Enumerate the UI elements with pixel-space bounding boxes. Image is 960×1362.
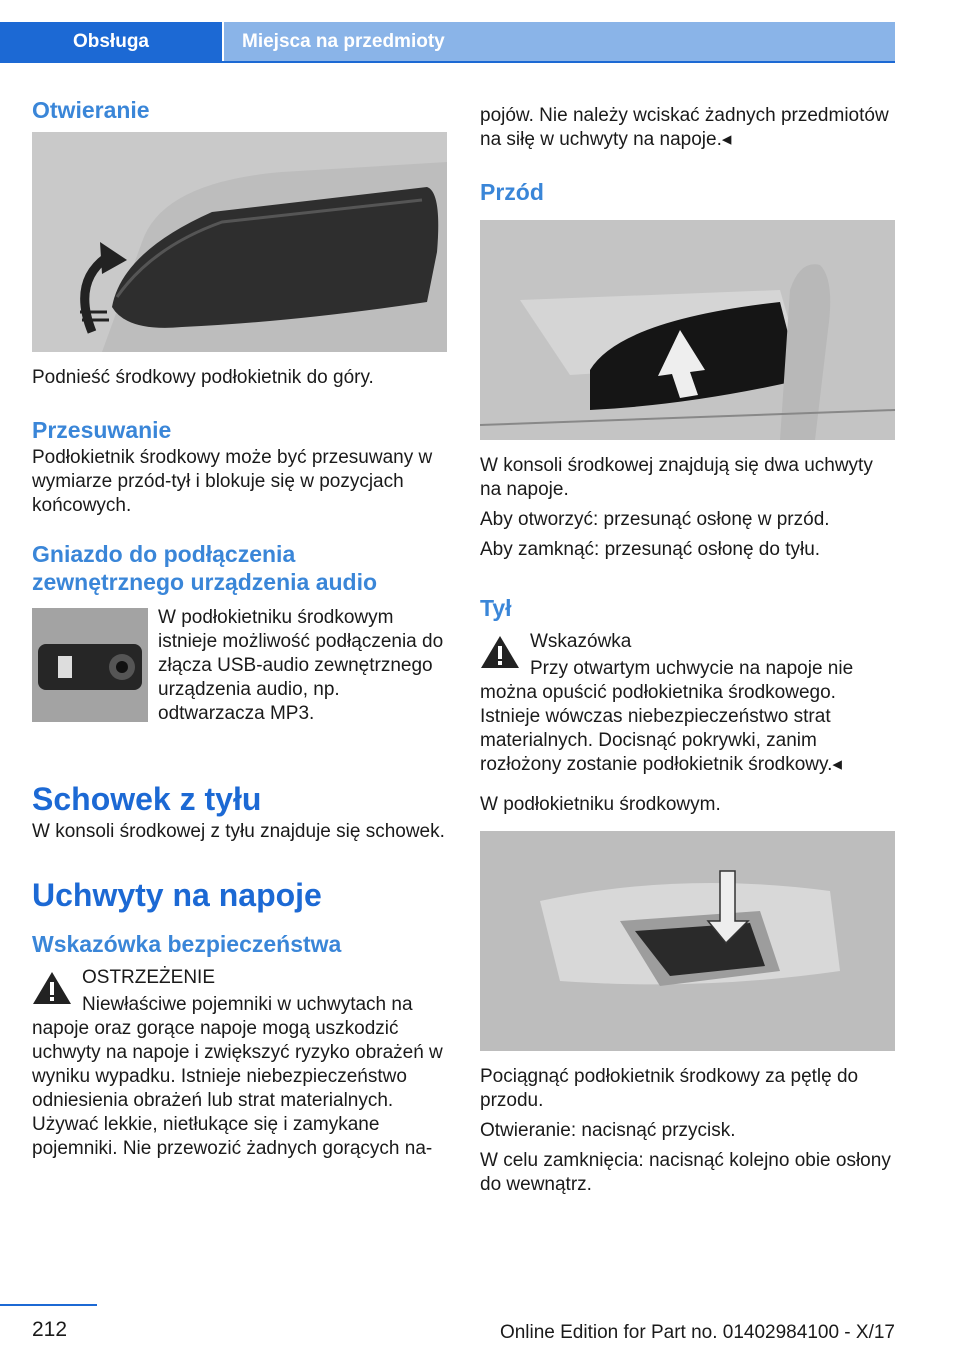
rear-cupholder-illustration bbox=[480, 831, 895, 1051]
warning-title: OSTRZEŻENIE bbox=[82, 967, 216, 988]
heading-otwieranie: Otwieranie bbox=[32, 97, 150, 123]
heading-tyl: Tył bbox=[480, 595, 512, 621]
left-column bbox=[32, 96, 447, 1161]
front-cupholder-illustration bbox=[480, 220, 895, 440]
header-tabs bbox=[0, 22, 895, 62]
heading-przod: Przód bbox=[480, 179, 544, 205]
armrest-open-image bbox=[32, 132, 447, 352]
heading-uchwyty: Uchwyty na napoje bbox=[32, 877, 322, 913]
text-zamknac: Aby zamknąć: przesunąć osłonę do tyłu. bbox=[480, 539, 821, 560]
header-divider bbox=[0, 61, 895, 63]
text-konsola: W konsoli środkowej znajdują się dwa uchwyty na napoje. bbox=[480, 455, 873, 500]
rear-cupholder-image bbox=[480, 831, 895, 1051]
page-number: 212 bbox=[32, 1318, 68, 1341]
tab-miejsca-na-przedmioty[interactable]: Miejsca na przedmioty bbox=[224, 22, 895, 62]
text-zamkniecie: W celu zamknięcia: nacisnąć kolejno obie osłony do wewnątrz. bbox=[480, 1150, 891, 1195]
note-title: Wskazówka bbox=[530, 631, 632, 652]
usb-port-illustration bbox=[32, 608, 148, 722]
armrest-illustration bbox=[32, 132, 447, 352]
heading-schowek: Schowek z tyłu bbox=[32, 781, 262, 817]
text-schowek: W konsoli środkowej z tyłu znajduje się schowek. bbox=[32, 821, 445, 842]
note-block bbox=[480, 630, 895, 777]
front-cupholder-image bbox=[480, 220, 895, 440]
text-otworzyc: Aby otworzyć: przesunąć osłonę w przód. bbox=[480, 509, 830, 530]
text-pociagnac: Pociągnąć podłokietnik środkowy za pętlę do przodu. bbox=[480, 1066, 859, 1111]
footer-divider bbox=[0, 1304, 97, 1306]
text-przesuwanie: Podłokietnik środkowy może być przesuwany w wymiarze przód-tył i blokuje się w pozycjach końcowych. bbox=[32, 447, 433, 516]
note-text-content: Przy otwartym uchwycie na napoje nie można opuścić podłokietnika środkowego. Istnieje wówczas niebezpieczeństwo strat materialnych. Docisnąć pokrywki, zanim rozłożony zostanie podłokietnik środkowy.◂ bbox=[480, 658, 854, 775]
warning-block bbox=[32, 966, 447, 1161]
right-column bbox=[480, 96, 895, 1197]
heading-przesuwanie: Przesuwanie bbox=[32, 417, 172, 443]
text-otwieranie-przycisk: Otwieranie: nacisnąć przycisk. bbox=[480, 1120, 736, 1141]
heading-wskazowka-bezpieczenstwa: Wskazówka bezpieczeństwa bbox=[32, 931, 342, 957]
footer-edition: Online Edition for Part no. 01402984100 - X/17 bbox=[499, 1322, 895, 1343]
text-continuation: pojów. Nie należy wciskać żadnych przedmiotów na siłę w uchwyty na napoje.◂ bbox=[480, 105, 889, 150]
text-podniesc: Podnieść środkowy podłokietnik do góry. bbox=[32, 367, 374, 388]
warning-icon bbox=[32, 970, 72, 1006]
text-gniazdo: W podłokietniku środkowym istnieje możliwość podłączenia do złącza USB-audio zewnętrznego urządzenia audio, np. odtwarzacza MP3. bbox=[158, 607, 444, 724]
usb-audio-image bbox=[32, 608, 148, 722]
warning-text bbox=[32, 993, 447, 1161]
heading-gniazdo-audio: Gniazdo do podłączenia zewnętrznego urządzenia audio bbox=[32, 541, 378, 595]
tab-obsluga[interactable]: Obsługa bbox=[0, 22, 222, 62]
warning-text-content: Niewłaściwe pojemniki w uchwytach na napoje oraz gorące napoje mogą uszkodzić uchwyty na napoje i zwiększyć ryzyko obrażeń w wyniku wypadku. Istnieje niebezpieczeństwo odniesienia obrażeń lub strat materialnych. Używać lekkie, nietłukące się i zamykane pojemniki. Nie przewozić żadnych gorących na- bbox=[32, 994, 443, 1159]
usb-section bbox=[32, 606, 447, 744]
text-w-podlokietniku: W podłokietniku środkowym. bbox=[480, 794, 721, 815]
warning-icon bbox=[480, 634, 520, 670]
note-text bbox=[480, 657, 895, 777]
